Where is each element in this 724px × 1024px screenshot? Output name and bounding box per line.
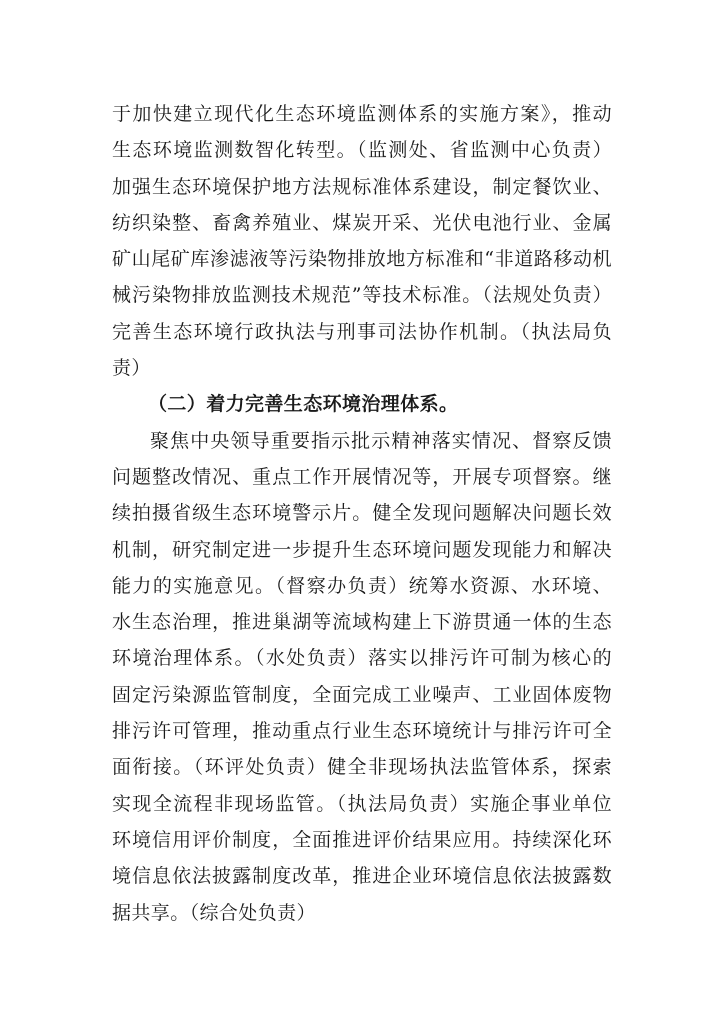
- text-line: 聚焦中央领导重要指示批示精神落实情况、督察反馈: [150, 429, 612, 452]
- text-line: 责）: [112, 357, 151, 380]
- text-line: 矿山尾矿库渗滤液等污染物排放地方标准和“非道路移动机: [112, 248, 612, 271]
- text-line: 机制，研究制定进一步提升生态环境问题发现能力和解决: [112, 538, 612, 561]
- section-heading: （二）着力完善生态环境治理体系。: [148, 393, 459, 416]
- text-line: 能力的实施意见。（督察办负责）统筹水资源、水环境、: [112, 574, 612, 597]
- text-line: 环境信用评价制度，全面推进评价结果应用。持续深化环: [112, 828, 612, 851]
- text-line: 加强生态环境保护地方法规标准体系建设，制定餐饮业、: [112, 175, 612, 198]
- text-line: 完善生态环境行政执法与刑事司法协作机制。（执法局负: [112, 320, 612, 343]
- text-line: 于加快建立现代化生态环境监测体系的实施方案》，推动: [112, 103, 612, 125]
- text-line: 据共享。（综合处负责）: [112, 901, 316, 924]
- text-line: 环境治理体系。（水处负责）落实以排污许可制为核心的: [112, 647, 612, 670]
- text-line: 排污许可管理，推动重点行业生态环境统计与排污许可全: [112, 720, 612, 743]
- text-line: 生态环境监测数智化转型。（监测处、省监测中心负责）: [112, 139, 612, 162]
- text-line: 械污染物排放监测技术规范”等技术标准。（法规处负责）: [112, 284, 612, 307]
- text-line: 续拍摄省级生态环境警示片。健全发现问题解决问题长效: [112, 502, 612, 525]
- text-line: 固定污染源监管制度，全面完成工业噪声、工业固体废物: [112, 683, 612, 706]
- text-line: 纺织染整、畜禽养殖业、煤炭开采、光伏电池行业、金属: [112, 211, 612, 234]
- text-line: 实现全流程非现场监管。（执法局负责）实施企事业单位: [112, 792, 612, 815]
- text-line: 境信息依法披露制度改革，推进企业环境信息依法披露数: [112, 865, 612, 888]
- text-line: 问题整改情况、重点工作开展情况等，开展专项督察。继: [112, 465, 612, 488]
- text-line: 水生态治理，推进巢湖等流域构建上下游贯通一体的生态: [112, 611, 612, 634]
- text-line: 面衔接。（环评处负责）健全非现场执法监管体系，探索: [112, 756, 612, 779]
- body-text: [112, 96, 612, 931]
